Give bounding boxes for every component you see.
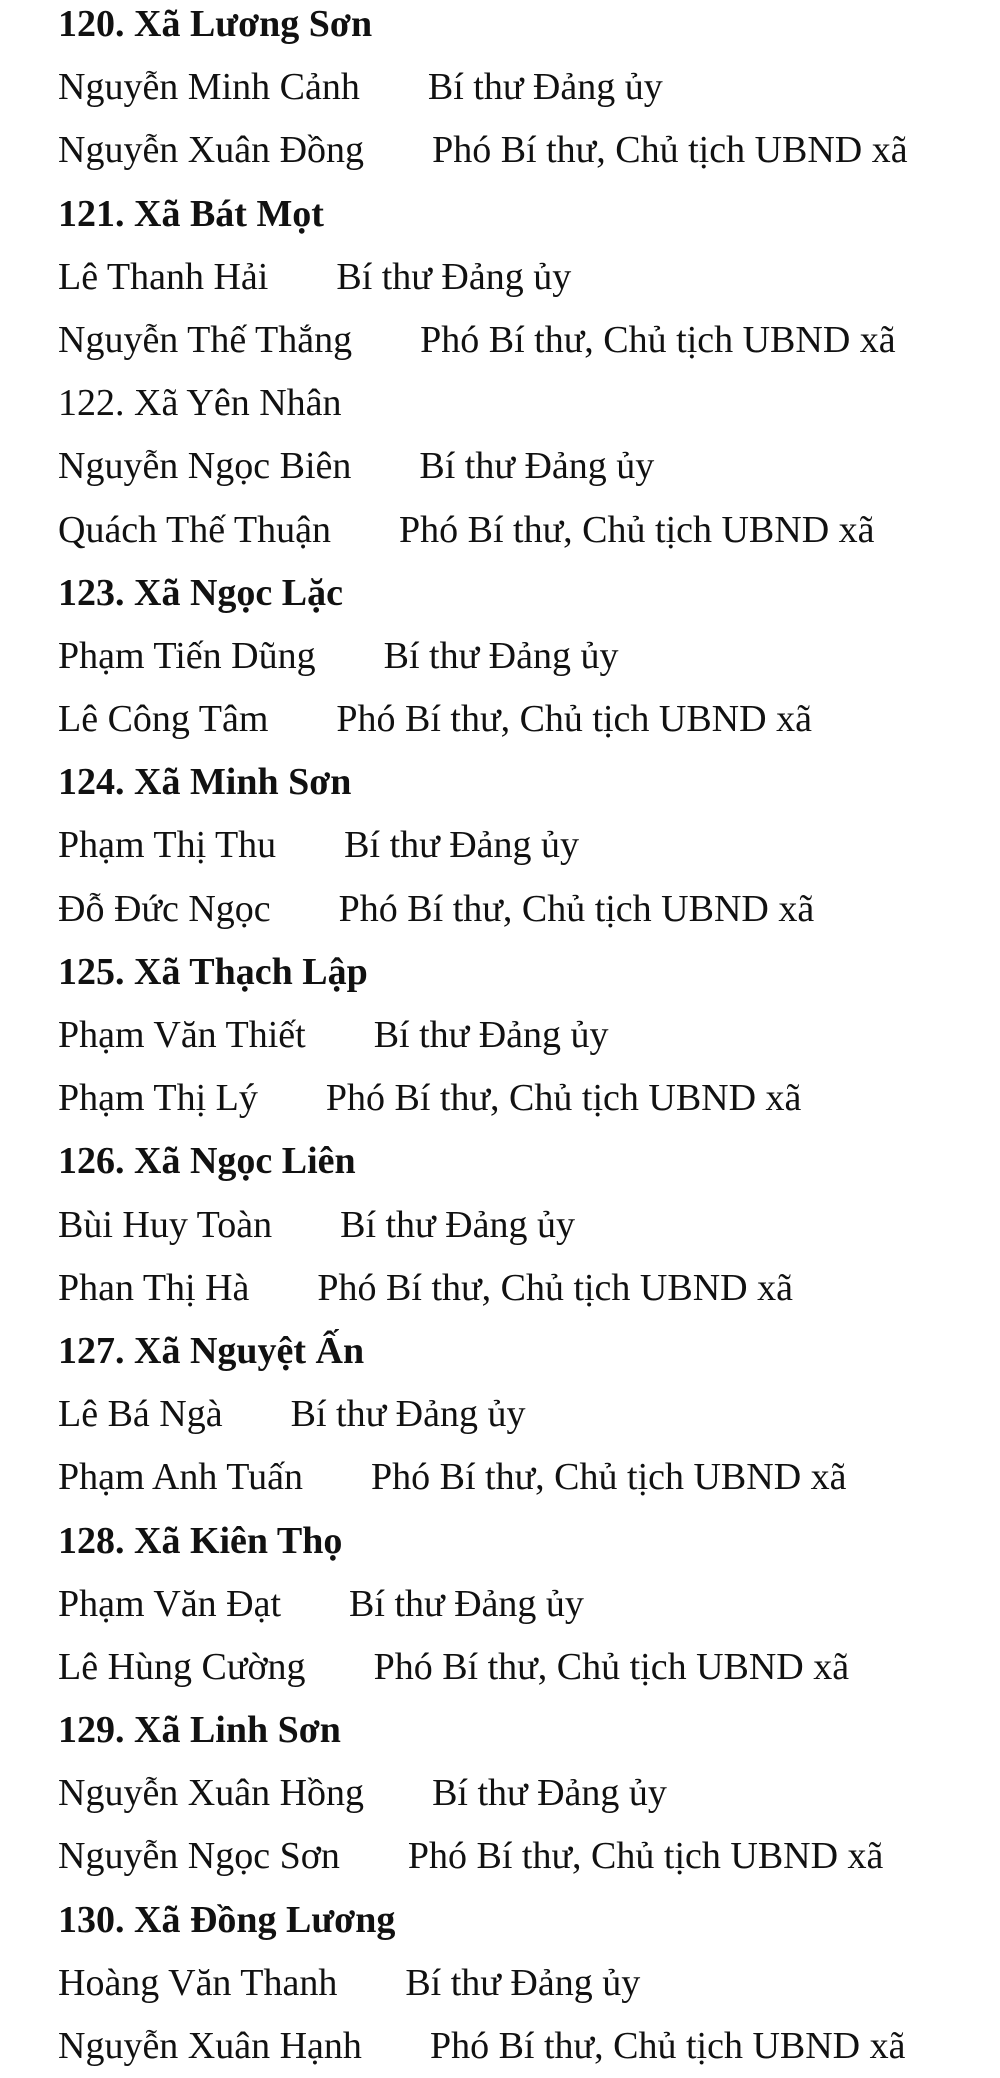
commune-heading: 130. Xã Đồng Lương (58, 1898, 396, 1941)
commune-heading: 129. Xã Linh Sơn (58, 1709, 341, 1752)
commune-heading: 128. Xã Kiên Thọ (58, 1519, 343, 1562)
official-name: Phạm Anh Tuấn (58, 1456, 303, 1499)
official-role: Bí thư Đảng ủy (427, 66, 663, 109)
commune-heading: 125. Xã Thạch Lập (58, 950, 368, 993)
commune-heading: 122. Xã Yên Nhân (58, 382, 342, 425)
official-role: Phó Bí thư, Chủ tịch UBND xã (373, 1645, 850, 1688)
official-row (58, 1446, 988, 1509)
official-row (58, 688, 988, 751)
official-name: Nguyễn Minh Cảnh (58, 66, 360, 109)
official-name: Nguyễn Xuân Đồng (58, 129, 365, 172)
official-name: Quách Thế Thuận (58, 508, 331, 551)
official-name: Lê Hùng Cường (58, 1645, 306, 1688)
official-row (58, 1257, 988, 1320)
official-name: Phan Thị Hà (58, 1266, 250, 1309)
official-role: Phó Bí thư, Chủ tịch UBND xã (420, 318, 896, 361)
official-row (58, 1952, 988, 2015)
official-role: Bí thư Đảng ủy (349, 1582, 584, 1625)
official-row (58, 878, 988, 941)
official-name: Nguyễn Xuân Hồng (58, 1772, 365, 1815)
official-row (58, 119, 988, 182)
official-row (58, 1762, 988, 1825)
official-role: Phó Bí thư, Chủ tịch UBND xã (336, 698, 812, 741)
official-row (58, 1636, 988, 1699)
official-row (58, 499, 988, 562)
official-role: Bí thư Đảng ủy (290, 1393, 526, 1436)
commune-heading: 123. Xã Ngọc Lặc (58, 571, 343, 614)
official-role: Phó Bí thư, Chủ tịch UBND xã (317, 1266, 793, 1309)
commune-heading: 120. Xã Lương Sơn (58, 3, 373, 45)
official-row (58, 1004, 988, 1067)
commune-heading: 126. Xã Ngọc Liên (58, 1140, 356, 1183)
official-row (58, 2015, 988, 2078)
official-row (58, 246, 988, 309)
official-role: Phó Bí thư, Chủ tịch UBND xã (432, 129, 908, 172)
official-row (58, 56, 988, 119)
official-row (58, 1194, 988, 1257)
document-body (58, 0, 988, 2078)
official-name: Bùi Huy Toàn (58, 1203, 273, 1246)
official-name: Phạm Thị Thu (58, 824, 277, 867)
official-name: Nguyễn Ngọc Sơn (58, 1835, 340, 1878)
official-role: Phó Bí thư, Chủ tịch UBND xã (370, 1456, 847, 1499)
official-row (58, 1067, 988, 1130)
official-name: Phạm Văn Thiết (58, 1014, 306, 1056)
official-role: Phó Bí thư, Chủ tịch UBND xã (429, 2025, 906, 2067)
official-row (58, 309, 988, 372)
official-role: Bí thư Đảng ủy (419, 445, 655, 488)
official-row (58, 435, 988, 498)
official-row (58, 1825, 988, 1888)
official-role: Bí thư Đảng ủy (344, 824, 580, 867)
official-name: Hoàng Văn Thanh (58, 1961, 338, 2004)
official-role: Phó Bí thư, Chủ tịch UBND xã (338, 887, 815, 930)
official-name: Nguyễn Ngọc Biên (58, 445, 352, 488)
official-row (58, 814, 988, 877)
official-name: Nguyễn Thế Thắng (58, 318, 353, 361)
official-role: Bí thư Đảng ủy (383, 634, 619, 677)
official-name: Lê Công Tâm (58, 698, 269, 741)
official-row (58, 625, 988, 688)
official-role: Phó Bí thư, Chủ tịch UBND xã (407, 1835, 884, 1878)
official-role: Bí thư Đảng ủy (405, 1961, 641, 2004)
official-name: Phạm Tiến Dũng (58, 634, 316, 677)
official-role: Bí thư Đảng ủy (336, 255, 572, 298)
official-row (58, 1383, 988, 1446)
official-row (58, 1573, 988, 1636)
official-name: Lê Thanh Hải (58, 255, 269, 298)
official-name: Lê Bá Ngà (58, 1393, 223, 1436)
official-name: Nguyễn Xuân Hạnh (58, 2025, 362, 2067)
commune-heading: 124. Xã Minh Sơn (58, 761, 352, 804)
commune-heading: 127. Xã Nguyệt Ấn (58, 1329, 365, 1372)
official-role: Bí thư Đảng ủy (432, 1772, 667, 1815)
official-name: Phạm Văn Đạt (58, 1582, 282, 1625)
official-name: Đỗ Đức Ngọc (58, 887, 271, 930)
official-role: Phó Bí thư, Chủ tịch UBND xã (398, 508, 875, 551)
official-role: Bí thư Đảng ủy (373, 1014, 609, 1056)
official-role: Bí thư Đảng ủy (340, 1203, 575, 1246)
commune-heading: 121. Xã Bát Mọt (58, 192, 324, 235)
official-role: Phó Bí thư, Chủ tịch UBND xã (325, 1077, 802, 1120)
official-name: Phạm Thị Lý (58, 1077, 258, 1120)
